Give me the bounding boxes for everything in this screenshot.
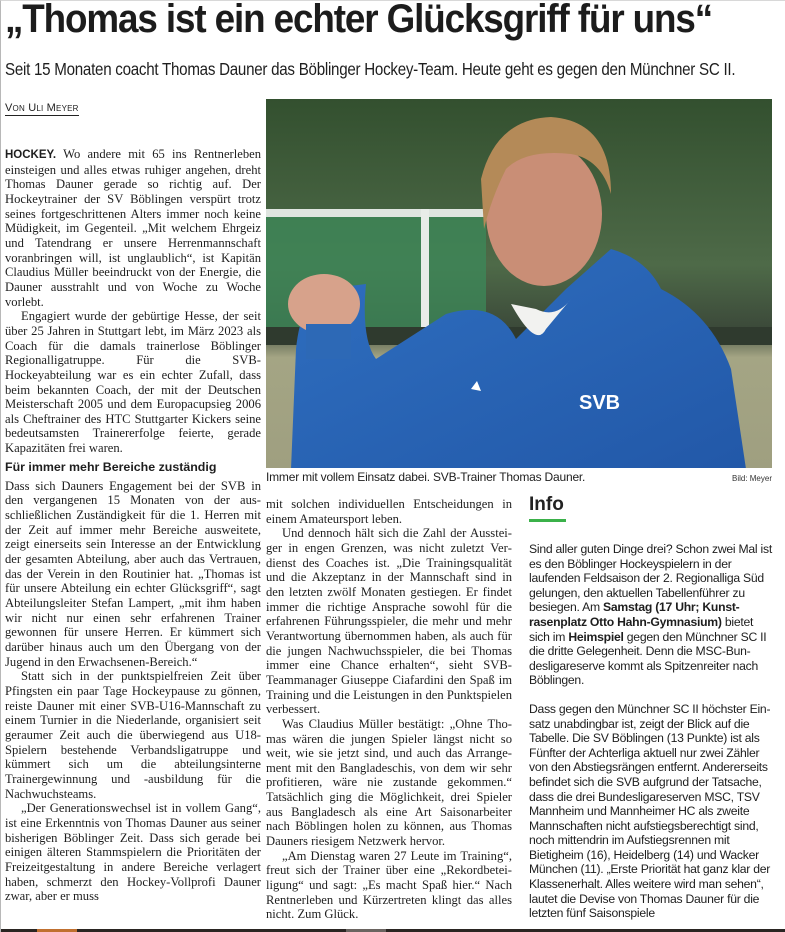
photo-credit: Bild: Meyer — [731, 474, 772, 483]
info-highlight-time-venue: Samstag (17 Uhr; Kunstrasenplatz Otto Hahn-Gymnasium) — [529, 600, 740, 629]
info-text: gegen den Münchner SC II die dritte Gelegenheit. Denn die MSC-Bundesligareserve kommt als Spitzenreiter nach Böblingen. — [529, 629, 767, 688]
info-text: Sind aller guten Dinge drei? Schon zwei Mal ist es den Böblinger Hockeyspielern in der laufenden Feldsaison der 2. Regionalliga Süd gelungen, den aktuellen Tabellenführer zu besiegen. Am — [529, 542, 772, 615]
info-box-title: Info — [529, 494, 564, 515]
info-box — [529, 494, 774, 921]
lead-label: HOCKEY. — [5, 149, 57, 161]
svb-jacket-logo: SVB — [579, 392, 621, 414]
info-highlight-home-game: Heimspiel — [568, 629, 624, 644]
article-column-2 — [266, 497, 512, 922]
byline: Von Uli Meyer — [5, 102, 79, 114]
paragraph: Dass sich Dauners Engagement bei der SVB in den vergangenen 15 Monaten von der ausschließlichen Zuständigkeit für die 1. Herren mit der Zeit auf immer mehr Bereiche ausweitete, zeigt einerseits sein Interesse an der Entwicklung der gesamten Abteilung, aber auch das Vertrauen, das der Verein in den Routinier hat. „Thomas ist für unsere Abteilung ein echter Glücksgriff“, sagt Abteilungsleiter Stefan Lampert, „mit ihm haben wir nicht nur einen sehr erfahrenen Trainer gewonnen für unsere Herren. Er kümmert sich darüber hinaus auch um den Übergang von der Jugend in den Erwachsenen-Bereich.“ — [5, 478, 261, 669]
info-text: bietet sich im — [529, 614, 754, 644]
info-box-paragraph — [529, 542, 774, 688]
article-headline: „Thomas ist ein echter Glücksgriff für uns“ — [5, 0, 713, 41]
info-box-accent-rule — [529, 519, 566, 522]
paragraph: Statt sich in der punktspielfreien Zeit über Pfingsten ein paar Tage Hockeypause zu gönnen, reiste Dauner mit einer SVB-U16-Mannschaft zu einem Turnier in die Niederlande, organisiert seit geraumer Zeit auch die überwiegend aus U18-Spielern bestehende Verbandsligatruppe und kümmert sich um die abteilungsinterne Trainergewinnung und -ausbildung für die Nachwuchsteams. — [5, 669, 261, 801]
paragraph: „Der Generationswechsel ist in vollem Gang“, ist eine Erkenntnis von Thomas Dauner aus seiner bisherigen Böblinger Zeit. Dass sich gerade bei einigen älteren Stammspielern die Prioritäten der Freizeitgestaltung in andere Bereiche verlagert haben, schmerzt den Hockey-Vollprofi Dauner zwar, aber er muss — [5, 801, 261, 904]
paragraph: mit solchen individuellen Entscheidungen in einem Amateursport leben. — [266, 497, 512, 526]
coach-photo-illustration — [266, 99, 772, 468]
article-subheadline: Seit 15 Monaten coacht Thomas Dauner das Böblinger Hockey-Team. Heute geht es gegen den Münchner SC II. — [5, 59, 736, 79]
photo-caption: Immer mit vollem Einsatz dabei. SVB-Trainer Thomas Dauner. — [266, 470, 586, 484]
paragraph: Engagiert wurde der gebürtige Hesse, der seit über 25 Jahren in Stuttgart lebt, im März 2023 als Coach für die damals trainerlose Böblinger Regionalligatruppe. Für die SVB-Hockeyabteilung war es ein echter Zufall, dass beim bekannten Coach, der mit der Deutschen Meisterschaft 2005 und dem Europacupsieg 2006 als Cheftrainer des HTC Stuttgarter Kickers seine bedeutsamsten Trainererfolge feierte, gerade Kapazitäten frei waren. — [5, 309, 261, 456]
article-photo — [266, 99, 772, 468]
lead-text: Wo andere mit 65 ins Rentnerleben einsteigen und alles etwas ruhiger angehen, dreht Thomas Dauner gerade so richtig auf. Der Hockeytrainer der SV Böblingen verspürt trotz seines fortgeschrittenen Alters immer noch keine Müdigkeit, im Gegenteil. „Mit welchem Ehrgeiz und Tatendrang er unsere Herrenmannschaft voranbringen will, ist unglaublich“, ist Kapitän Claudius Müller beeindruckt von der Energie, die Dauner ausstrahlt und von Woche zu Woche vorlebt. — [5, 147, 261, 309]
info-box-paragraph: Dass gegen den Münchner SC II höchster Einsatz unabdingbar ist, zeigt der Blick auf die Tabelle. Die SV Böblingen (13 Punkte) ist als Fünfter der Achterliga aktuell nur zwei Zähler von den Abstiegsrängen entfernt. Andererseits befindet sich die SVB aufgrund der Tatsache, dass die drei Bundesligareserven MSC, TSV Mannheim und Mannheimer HC als zweite Mannschaften nicht aufstiegsberechtigt sind, noch mittendrin im Aufstiegsrennen mit Bietigheim (16), Heidelberg (14) und Wacker München (11). „Erste Priorität hat ganz klar der Klassenerhalt. Alles weitere wird man sehen“, lautet die Devise von Thomas Dauner für die letzten fünf Saisonspiele — [529, 701, 771, 921]
paragraph: Und dennoch hält sich die Zahl der Aussteiger in engen Grenzen, was nicht zuletzt Verdienst des Coaches ist. „Die Trainingsqualität und die Akzeptanz in der Mannschaft sind in den letzten zwölf Monaten gestiegen. Er findet immer die richtige Ansprache sowohl für die erfahrenen Führungsspieler, die mehr und mehr Verantwortung übernommen haben, als auch für die jungen Nachwuchsspieler, die bei Thomas immer eine Chance erhalten“, sieht SVB-Teammanager Giuseppe Ciafardini den Spaß im Training und die Leistungen in den Punktspielen verbessert. — [266, 526, 512, 717]
paragraph: Was Claudius Müller bestätigt: „Ohne Thomas wären die jungen Spieler längst nicht so weit, wie sie jetzt sind, und auch das Arrangement mit den Bangladeschis, von dem wir sehr profitieren, wäre nie zustande gekommen.“ Tatsächlich ging die Möglichkeit, drei Spieler aus Bangladesch als eine Art Saisonarbeiter nach Böblingen holen zu können, aus Thomas Dauners riesigem Netzwerk hervor. — [266, 716, 512, 849]
paragraph: „Am Dienstag waren 27 Leute im Training“, freut sich der Trainer über eine „Rekordbeteiligung“ und sagt: „Es macht Spaß hier.“ Nach Rentnerleben und Kürzertreten klingt das alles nicht. Zum Glück. — [266, 848, 512, 922]
article-column-1 — [5, 147, 261, 904]
section-heading: Für immer mehr Bereiche zuständig — [5, 459, 217, 474]
lead-paragraph — [5, 147, 261, 309]
